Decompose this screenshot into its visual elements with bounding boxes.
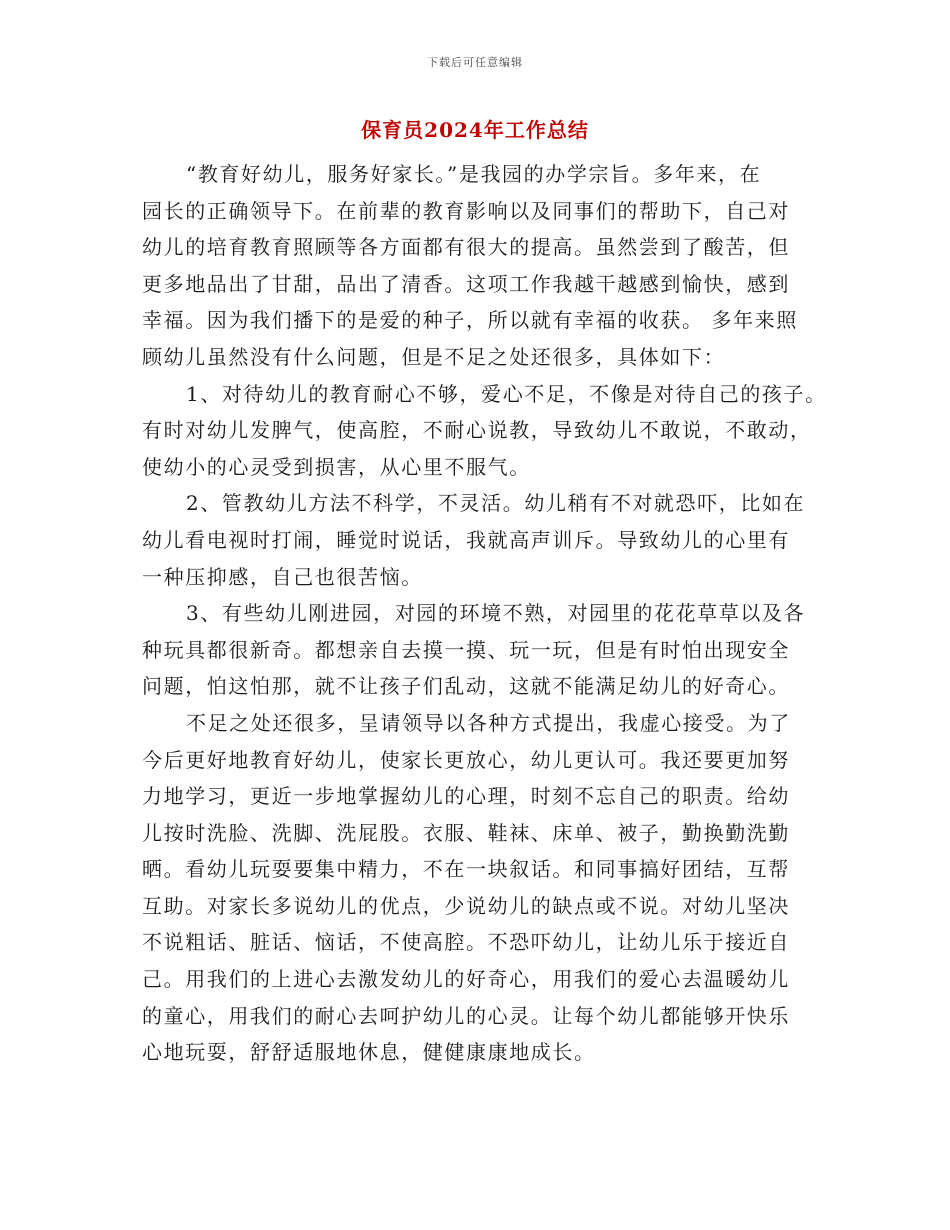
text-line: 幼儿的培育教育照顾等各方面都有很大的提高。虽然尝到了酸苦，但 <box>142 235 790 260</box>
paragraph-item-3 <box>142 595 822 705</box>
text-line: 2、管教幼儿方法不科学，不灵活。幼儿稍有不对就恐吓，比如在 <box>186 491 806 516</box>
document-title: 保育员2024年工作总结 <box>361 118 589 142</box>
text-line: 有时对幼儿发脾气，使高腔，不耐心说教，导致幼儿不敢说，不敢动， <box>142 418 812 443</box>
document-body <box>142 156 827 1071</box>
text-line: 力地学习，更近一步地掌握幼儿的心理，时刻不忘自己的职责。给幼 <box>142 784 790 809</box>
text-line: 更多地品出了甘甜，品出了清香。这项工作我越干越感到愉快，感到 <box>142 271 790 296</box>
text-line: 顾幼儿虽然没有什么问题，但是不足之处还很多，具体如下： <box>142 344 726 369</box>
text-line: 互助。对家长多说幼儿的优点，少说幼儿的缺点或不说。对幼儿坚决 <box>142 893 790 918</box>
text-line: 园长的正确领导下。在前辈的教育影响以及同事们的帮助下，自己对 <box>142 198 790 223</box>
header-note: 下载后可任意编辑 <box>427 56 523 69</box>
text-line: 幼儿看电视时打闹，睡觉时说话，我就高声训斥。导致幼儿的心里有 <box>142 527 790 552</box>
text-line: 今后更好地教育好幼儿，使家长更放心，幼儿更认可。我还要更加努 <box>142 747 790 772</box>
text-line: 心地玩耍，舒舒适服地休息，健健康康地成长。 <box>142 1040 596 1065</box>
paragraph-item-2 <box>142 485 822 595</box>
text-line: 一种压抑感，自己也很苦恼。 <box>142 564 423 589</box>
paragraph-conclusion <box>142 705 822 1071</box>
text-line: 的童心，用我们的耐心去呵护幼儿的心灵。让每个幼儿都能够开快乐 <box>142 1003 790 1028</box>
text-line: 使幼小的心灵受到损害，从心里不服气。 <box>142 454 531 479</box>
text-line: 己。用我们的上进心去激发幼儿的好奇心，用我们的爱心去温暖幼儿 <box>142 967 790 992</box>
text-line: 幸福。因为我们播下的是爱的种子，所以就有幸福的收获。 多年来照 <box>142 308 798 333</box>
text-line: 晒。看幼儿玩耍要集中精力，不在一块叙话。和同事搞好团结，互帮 <box>142 857 790 882</box>
paragraph-intro <box>142 156 822 376</box>
text-line: 1、对待幼儿的教育耐心不够，爱心不足，不像是对待自己的孩子。 <box>186 381 827 406</box>
text-line: 种玩具都很新奇。都想亲自去摸一摸、玩一玩，但是有时怕出现安全 <box>142 637 790 662</box>
text-line: 不说粗话、脏话、恼话，不使高腔。不恐吓幼儿，让幼儿乐于接近自 <box>142 930 790 955</box>
text-line: 儿按时洗脸、洗脚、洗屁股。衣服、鞋袜、床单、被子，勤换勤洗勤 <box>142 820 790 845</box>
text-line: 不足之处还很多，呈请领导以各种方式提出，我虚心接受。为了 <box>186 710 791 735</box>
text-line: 3、有些幼儿刚进园，对园的环境不熟，对园里的花花草草以及各 <box>186 601 806 626</box>
text-line: “教育好幼儿，服务好家长。”是我园的办学宗旨。多年来，在 <box>186 162 762 186</box>
text-line: 问题，怕这怕那，就不让孩子们乱动，这就不能满足幼儿的好奇心。 <box>142 674 790 699</box>
paragraph-item-1 <box>142 376 827 486</box>
